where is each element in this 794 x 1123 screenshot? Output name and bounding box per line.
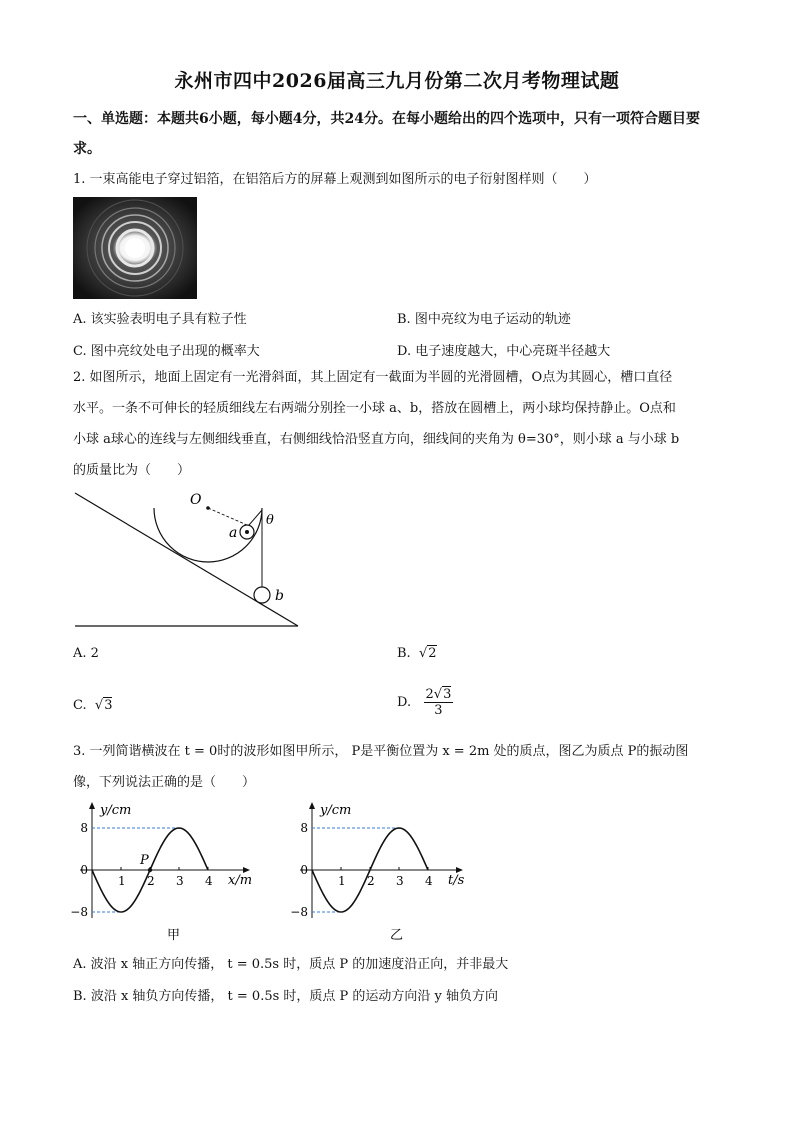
q1-stem: 1. 一束高能电子穿过铝箔，在铝箔后方的屏幕上观测到如图所示的电子衍射图样则（ ） bbox=[73, 172, 597, 187]
x-tick-label: 4 bbox=[425, 874, 433, 888]
incline-line bbox=[75, 493, 298, 626]
ylabel: y/cm bbox=[320, 803, 352, 818]
x-tick-label: 1 bbox=[118, 874, 126, 888]
q2-figure bbox=[70, 488, 310, 630]
label-o: O bbox=[190, 492, 202, 508]
q2-option-a[interactable]: A. 2 bbox=[73, 646, 99, 661]
x-tick-label: 3 bbox=[176, 874, 184, 888]
x-tick-label: 3 bbox=[396, 874, 404, 888]
y-tick-label: 0 bbox=[300, 863, 308, 877]
q1-option-a[interactable]: A. 该实验表明电子具有粒子性 bbox=[73, 312, 247, 327]
q3-option-b[interactable]: B. 波沿 x 轴负方向传播， t = 0.5s 时，质点 P 的运动方向沿 y 轴负方向 bbox=[73, 989, 499, 1004]
y-tick-label: 8 bbox=[80, 821, 88, 835]
q2-line2: 水平。一条不可伸长的轻质细线左右两端分别拴一小球 a、b，搭放在圆槽上，两小球均保持静止。O点和 bbox=[73, 401, 676, 416]
x-tick-label: 4 bbox=[205, 874, 213, 888]
xlabel: x/m bbox=[228, 873, 253, 888]
point-p bbox=[148, 868, 152, 872]
q2-option-b[interactable]: B. √2 bbox=[397, 646, 437, 661]
label-a: a bbox=[229, 525, 238, 541]
q3-line1: 3. 一列简谐横波在 t = 0时的波形如图甲所示， P是平衡位置为 x = 2m 处的质点，图乙为质点 P的振动图 bbox=[73, 744, 689, 759]
diffraction-image bbox=[73, 197, 197, 299]
caption: 甲 bbox=[167, 928, 181, 943]
q2-line3: 小球 a球心的连线与左侧细线垂直，右侧细线恰沿竖直方向，细线间的夹角为 θ=30°，则小球 a 与小球 b bbox=[73, 432, 680, 447]
ylabel: y/cm bbox=[100, 803, 132, 818]
y-tick-label: −8 bbox=[70, 905, 88, 919]
caption: 乙 bbox=[390, 928, 404, 943]
q2-option-d[interactable]: D. $\frac{2√3}{3}$ bbox=[397, 687, 452, 718]
y-tick-label: −8 bbox=[290, 905, 308, 919]
q1-option-c[interactable]: C. 图中亮纹处电子出现的概率大 bbox=[73, 344, 260, 359]
vibration-graph-yi bbox=[290, 798, 480, 948]
q2-option-c[interactable]: C. √3 bbox=[73, 698, 113, 713]
y-tick-label: 0 bbox=[80, 863, 88, 877]
q3-option-a[interactable]: A. 波沿 x 轴正方向传播， t = 0.5s 时，质点 P 的加速度沿正向，并非最大 bbox=[73, 957, 509, 972]
q2-line4: 的质量比为（ ） bbox=[73, 463, 191, 478]
point-p-label: P bbox=[140, 853, 149, 868]
label-b: b bbox=[275, 588, 284, 604]
q1-option-d[interactable]: D. 电子速度越大，中心亮斑半径越大 bbox=[397, 344, 611, 359]
section-heading: 一、单选题：本题共6小题，每小题4分，共24分。在每小题给出的四个选项中，只有一项符合题目要求。 bbox=[73, 111, 700, 157]
q1-option-b[interactable]: B. 图中亮纹为电子运动的轨迹 bbox=[397, 312, 571, 327]
x-tick-label: 2 bbox=[367, 874, 375, 888]
page-title: 永州市四中2026届高三九月份第二次月考物理试题 bbox=[174, 70, 620, 92]
wave-graph-jia bbox=[70, 798, 260, 948]
y-tick-label: 8 bbox=[300, 821, 308, 835]
x-tick-label: 2 bbox=[147, 874, 155, 888]
dashed-radius bbox=[208, 508, 247, 525]
ball-b bbox=[254, 587, 270, 603]
x-tick-label: 1 bbox=[338, 874, 346, 888]
label-theta: θ bbox=[266, 513, 274, 528]
q3-line2: 像，下列说法正确的是（ ） bbox=[73, 775, 256, 790]
q2-line1: 2. 如图所示，地面上固定有一光滑斜面，其上固定有一截面为半圆的光滑圆槽，O点为其圆心，槽口直径 bbox=[73, 370, 673, 385]
xlabel: t/s bbox=[448, 873, 465, 888]
